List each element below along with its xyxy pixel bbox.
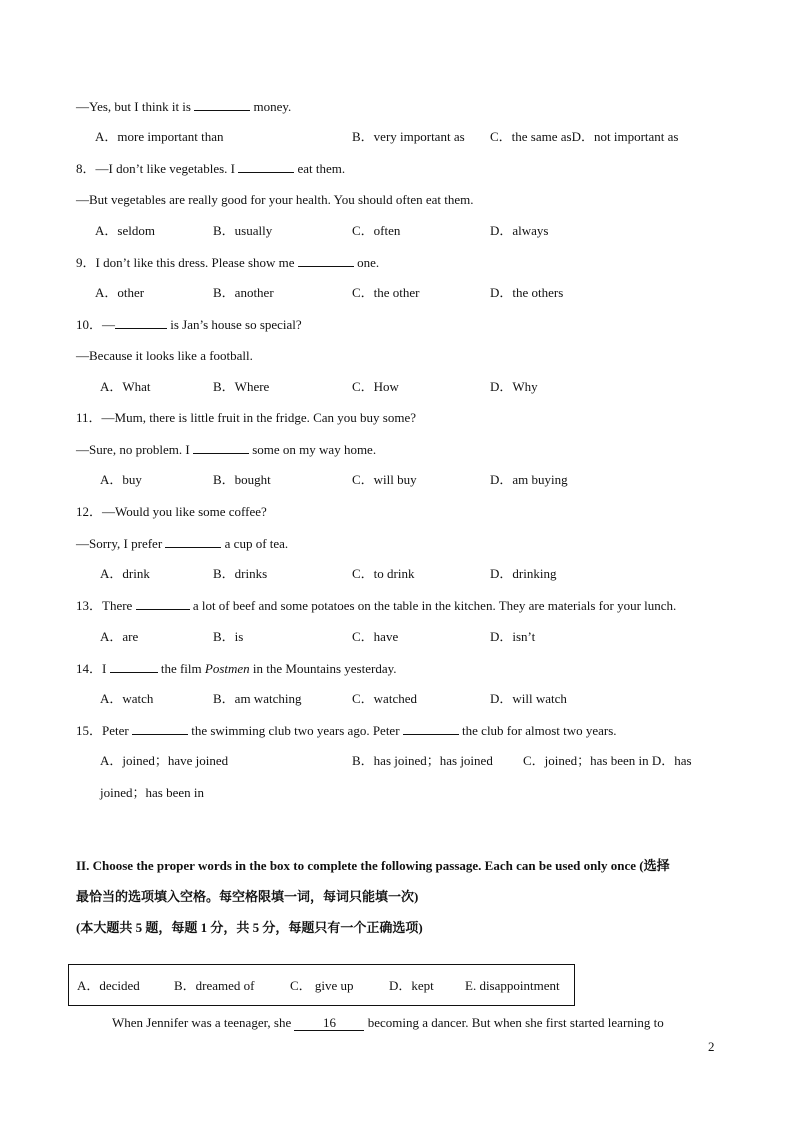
q13-option-c[interactable]: C．have: [352, 629, 399, 644]
q11-option-c[interactable]: C．will buy: [352, 472, 417, 487]
q9-stem: 9．I don’t like this dress. Please show me one.: [76, 255, 380, 270]
q7-option-cd[interactable]: C．the same asD．not important as: [490, 129, 679, 144]
q14-option-a[interactable]: A．watch: [100, 691, 154, 706]
q14-stem: 14．I the film Postmen in the Mountains yesterday.: [76, 661, 397, 676]
answer-blank[interactable]: [238, 160, 294, 173]
q8-option-a[interactable]: A．seldom: [95, 223, 155, 238]
answer-blank[interactable]: [136, 597, 190, 610]
q9-option-c[interactable]: C．the other: [352, 285, 420, 300]
q11-option-b[interactable]: B．bought: [213, 472, 271, 487]
q9-option-d[interactable]: D．the others: [490, 285, 564, 300]
section-scoring: (本大题共 5 题，每题 1 分，共 5 分，每题只有一个正确选项): [76, 920, 423, 935]
section-title-cn: 最恰当的选项填入空格。每空格限填一词，每词只能填一次): [76, 889, 419, 904]
q8-reply: —But vegetables are really good for your health. You should often eat them.: [76, 192, 474, 207]
q10-reply: —Because it looks like a football.: [76, 348, 253, 363]
q13-option-d[interactable]: D．isn’t: [490, 629, 536, 644]
q11-stem: 11．—Mum, there is little fruit in the fridge. Can you buy some?: [76, 410, 416, 425]
word-option-b[interactable]: B．dreamed of: [174, 978, 255, 993]
q12-stem: 12．—Would you like some coffee?: [76, 504, 267, 519]
q10-stem: 10．— is Jan’s house so special?: [76, 317, 302, 332]
q12-option-b[interactable]: B．drinks: [213, 566, 268, 581]
q12-option-a[interactable]: A．drink: [100, 566, 150, 581]
answer-blank[interactable]: [193, 441, 249, 454]
q8-option-d[interactable]: D．always: [490, 223, 549, 238]
q11-option-a[interactable]: A．buy: [100, 472, 142, 487]
q12-option-c[interactable]: C．to drink: [352, 566, 415, 581]
q15-option-a[interactable]: A．joined；have joined: [100, 753, 229, 768]
q11-option-d[interactable]: D．am buying: [490, 472, 568, 487]
answer-blank[interactable]: [165, 535, 221, 548]
word-option-d[interactable]: D．kept: [389, 978, 434, 993]
q7-reply: —Yes, but I think it is money.: [76, 99, 292, 114]
q14-option-c[interactable]: C．watched: [352, 691, 417, 706]
q12-option-d[interactable]: D．drinking: [490, 566, 557, 581]
q12-reply: —Sorry, I prefer a cup of tea.: [76, 536, 289, 551]
q13-option-b[interactable]: B．is: [213, 629, 244, 644]
q15-option-cd[interactable]: C．joined；has been in D．has: [523, 753, 692, 768]
passage-line: When Jennifer was a teenager, she 16 becoming a dancer. But when she first started learning to: [112, 1015, 664, 1030]
answer-blank[interactable]: [403, 722, 459, 735]
q8-option-b[interactable]: B．usually: [213, 223, 273, 238]
q14-option-b[interactable]: B．am watching: [213, 691, 302, 706]
answer-blank[interactable]: [194, 98, 250, 111]
q10-option-b[interactable]: B．Where: [213, 379, 270, 394]
q15-option-b[interactable]: B．has joined；has joined: [352, 753, 493, 768]
answer-blank[interactable]: [115, 316, 167, 329]
q13-option-a[interactable]: A．are: [100, 629, 139, 644]
film-title: Postmen: [204, 661, 250, 676]
q14-option-d[interactable]: D．will watch: [490, 691, 567, 706]
q8-option-c[interactable]: C．often: [352, 223, 401, 238]
answer-blank[interactable]: [110, 660, 158, 673]
q15-option-d-continued[interactable]: joined；has been in: [100, 785, 204, 800]
q8-stem: 8．—I don’t like vegetables. I eat them.: [76, 161, 346, 176]
q10-option-c[interactable]: C．How: [352, 379, 399, 394]
word-option-a[interactable]: A．decided: [77, 978, 140, 993]
q9-option-a[interactable]: A．other: [95, 285, 145, 300]
answer-blank-16[interactable]: 16: [294, 1016, 364, 1031]
q15-stem: 15．Peter the swimming club two years ago. Peter the club for almost two years.: [76, 723, 617, 738]
q13-stem: 13．There a lot of beef and some potatoes on the table in the kitchen. They are materials for your lunch.: [76, 598, 677, 613]
q7-option-a[interactable]: A．more important than: [95, 129, 224, 144]
word-box: [68, 964, 575, 1006]
q7-option-b[interactable]: B．very important as: [352, 129, 465, 144]
word-option-c[interactable]: C． give up: [290, 978, 354, 993]
answer-blank[interactable]: [132, 722, 188, 735]
q10-option-d[interactable]: D．Why: [490, 379, 538, 394]
answer-blank[interactable]: [298, 254, 354, 267]
q10-option-a[interactable]: A．What: [100, 379, 151, 394]
page-number: 2: [708, 1039, 715, 1054]
word-option-e[interactable]: E. disappointment: [465, 978, 560, 993]
section-title: II. Choose the proper words in the box to complete the following passage. Each can be used only once (选择: [76, 858, 670, 873]
q9-option-b[interactable]: B．another: [213, 285, 274, 300]
q11-reply: —Sure, no problem. I some on my way home.: [76, 442, 377, 457]
